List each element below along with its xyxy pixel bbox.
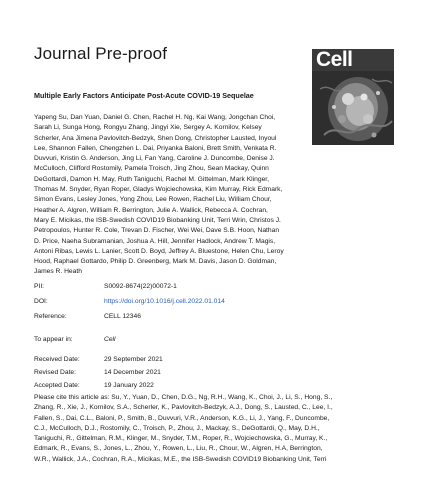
- pii-label: PII:: [34, 283, 45, 290]
- accepted-value: 19 January 2022: [104, 382, 154, 389]
- citation-line: W.R., Wallick, J.A., Cochran, R.A., Micikas, M.E., the ISB-Swedish COVID19 Biobanking Unit, Terri: [34, 455, 327, 463]
- pii-row: [34, 283, 177, 290]
- reference-label: Reference:: [34, 313, 67, 320]
- citation-line: Please cite this article as: Su, Y., Yuan, D., Chen, D.G., Ng, R.H., Wang, K., Choi, J., Li, S., Hong, S.,: [34, 394, 333, 401]
- author-line: Mary E. Micikas, the ISB-Swedish COVID19 Biobanking Unit, Terri Wrin, Christos J.: [34, 216, 281, 224]
- received-row: [34, 356, 163, 363]
- author-line: D. Price, Naeha Subramanian, Joshua A. Hill, Jennifer Hadlock, Andrew T. Magis,: [34, 237, 276, 245]
- author-line: Scherler, Ana Jimena Pavlovitch-Bedzyk, Shen Dong, Christopher Lausted, Inyoul: [34, 134, 277, 142]
- author-line: Thomas M. Snyder, Ryan Roper, Gladys Wojciechowska, Kim Murray, Rick Edmark,: [34, 186, 283, 194]
- author-line: Yapeng Su, Dan Yuan, Daniel G. Chen, Rachel H. Ng, Kai Wang, Jongchan Choi,: [34, 114, 276, 121]
- doi-link[interactable]: https://doi.org/10.1016/j.cell.2022.01.014: [104, 298, 225, 305]
- revised-label: Revised Date:: [34, 369, 77, 376]
- citation-line: Fallen, S., Dai, C.L., Baloni, P., Smith, B., Duvvuri, V.R., Anderson, K.G., Li, J., Yang, F., Duncombe,: [34, 414, 330, 422]
- accepted-label: Accepted Date:: [34, 382, 80, 389]
- author-line: James R. Heath: [34, 268, 82, 276]
- appear-value: Cell: [104, 336, 116, 343]
- revised-row: [34, 369, 161, 376]
- author-line: Hood, Raphael Gottardo, Philip D. Greenberg, Mark M. Davis, Jason D. Goldman,: [34, 258, 277, 266]
- article-title: Multiple Early Factors Anticipate Post-Acute COVID-19 Sequelae: [34, 91, 254, 100]
- cover-journal-title: Cell: [316, 49, 353, 71]
- received-label: Received Date:: [34, 356, 80, 363]
- author-line: Simon Evans, Lesley Jones, Yong Zhou, Lee Rowen, Rachel Liu, William Chour,: [34, 196, 272, 204]
- citation-line: Taniguchi, R., Gittelman, R.M., Klinger, M., Snyder, T.M., Roper, R., Wojciechowska, G., Murray, K.,: [34, 435, 328, 443]
- author-line: Petropoulos, Hunter R. Cole, Trevan D. Fischer, Wei Wei, Dave S.B. Hoon, Nathan: [34, 227, 280, 235]
- appear-label: To appear in:: [34, 336, 73, 343]
- author-line: Sarah Li, Sunga Hong, Rongyu Zhang, Jingyi Xie, Sergey A. Kornilov, Kelsey: [34, 124, 262, 132]
- accepted-row: [34, 382, 154, 389]
- reference-value: CELL 12346: [104, 313, 141, 320]
- citation-paragraph: [34, 393, 414, 465]
- appear-row: [34, 336, 116, 343]
- author-line: Heather A. Algren, William R. Berrington, Julie A. Wallick, Rebecca A. Cochran,: [34, 206, 268, 214]
- author-line: Duvvuri, Kristin G. Anderson, Jing Li, Fan Yang, Caroline J. Duncombe, Denise J.: [34, 155, 275, 163]
- citation-line: Edmark, R., Evans, S., Jones, L., Zhou, Y., Rowen, L., Liu, R., Chour, W., Algren, H.A, Berrington,: [34, 445, 323, 453]
- received-value: 29 September 2021: [104, 356, 163, 363]
- doi-row: [34, 298, 225, 305]
- doi-label: DOI:: [34, 298, 48, 305]
- journal-preproof-heading: Journal Pre-proof: [34, 44, 168, 63]
- revised-value: 14 December 2021: [104, 369, 161, 376]
- journal-cover-image: [312, 49, 394, 145]
- citation-line: Zhang, R., Xie, J., Kornilov, S.A., Scherler, K., Pavlovitch-Bedzyk, A.J., Dong, S., Lausted, C., Lee, I.,: [34, 404, 333, 412]
- pii-value: S0092-8674(22)00072-1: [104, 283, 177, 290]
- author-line: Antoni Ribas, Lewis L. Lanier, Scott D. Boyd, Jeffrey A. Bluestone, Helen Chu, Leroy: [34, 247, 284, 255]
- author-line: DeGottardi, Damon H. May, Ruth Taniguchi, Rachel M. Gittelman, Mark Klinger,: [34, 175, 270, 183]
- citation-line: C.J., McCulloch, D.J., Rostomily, C., Troisch, P., Zhou, J., Mackay, S., DeGottardi, Q., May, D.H.,: [34, 424, 320, 432]
- author-line: McCulloch, Clifford Rostomily, Pamela Troisch, Jing Zhou, Sean Mackay, Quinn: [34, 165, 269, 173]
- author-list: [34, 113, 306, 278]
- author-line: Lee, Shannon Fallen, Chengzhen L. Dai, Priyanka Baloni, Brett Smith, Venkata R.: [34, 144, 277, 152]
- reference-row: [34, 313, 141, 320]
